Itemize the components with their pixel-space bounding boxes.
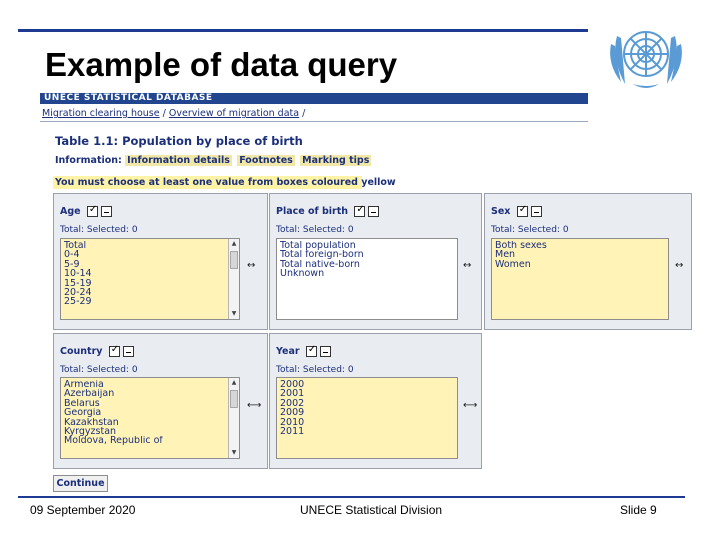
breadcrumb [42, 108, 305, 119]
breadcrumb-divider [40, 121, 588, 122]
scroll-up-arrow-icon[interactable]: ▲ [231, 379, 237, 386]
breadcrumb-link-overview[interactable]: Overview of migration data [168, 108, 300, 119]
list-option[interactable]: 20-24 [64, 287, 92, 298]
list-option[interactable]: 2011 [280, 426, 305, 437]
panel-label-age: Age ✓ [60, 206, 115, 217]
selection-count: Total: Selected: 0 [276, 225, 354, 235]
panel-label-country: Country ✓ [60, 346, 137, 357]
title-top-rule [18, 29, 588, 32]
year-listbox[interactable] [276, 377, 458, 459]
resize-horizontal-icon[interactable]: ↔ [463, 260, 472, 271]
list-option[interactable]: Men [495, 250, 516, 260]
marking-tips-link[interactable]: Marking tips [302, 155, 370, 166]
list-option[interactable]: Armenia [64, 380, 104, 390]
deselect-all-icon[interactable] [531, 206, 542, 217]
breadcrumb-link-clearing-house[interactable]: Migration clearing house [42, 108, 160, 119]
deselect-all-icon[interactable] [368, 206, 379, 217]
country-listbox[interactable] [60, 377, 240, 459]
information-label: Information: [55, 155, 122, 166]
select-all-icon[interactable] [87, 206, 98, 217]
resize-horizontal-icon[interactable]: ⟷ [247, 400, 262, 411]
select-all-icon[interactable] [517, 206, 528, 217]
selection-count: Total: Selected: 0 [276, 365, 354, 375]
table-title: Table 1.1: Population by place of birth [55, 134, 303, 148]
un-emblem-logo [603, 14, 689, 96]
scroll-up-arrow-icon[interactable]: ▲ [231, 240, 237, 247]
list-option[interactable]: 15-19 [64, 278, 92, 288]
list-option[interactable]: Georgia [64, 408, 102, 418]
footer-organization: UNECE Statistical Division [300, 503, 443, 517]
footer-date: 09 September 2020 [30, 503, 136, 517]
resize-horizontal-icon[interactable]: ↔ [247, 260, 256, 271]
panel-label-sex: Sex ✓ [491, 206, 545, 217]
list-option[interactable]: Belarus [64, 398, 100, 409]
selection-count: Total: Selected: 0 [491, 225, 569, 235]
list-option[interactable]: Unknown [280, 269, 325, 279]
panel-label-year: Year ✓ [276, 346, 334, 357]
panel-place-of-birth [269, 193, 482, 330]
footer-rule [18, 496, 685, 498]
resize-horizontal-icon[interactable]: ↔ [675, 260, 684, 271]
list-option[interactable]: 10-14 [64, 269, 92, 279]
information-details-link[interactable]: Information details [127, 155, 230, 166]
sex-listbox[interactable] [491, 238, 669, 320]
list-option[interactable]: Women [495, 259, 531, 270]
breadcrumb-separator: / [162, 108, 169, 119]
deselect-all-icon[interactable] [101, 206, 112, 217]
selection-count: Total: Selected: 0 [60, 225, 138, 235]
listbox-scrollbar[interactable] [228, 239, 239, 319]
required-selection-notice: You must choose at least one value from boxes coloured yellow [55, 177, 396, 188]
list-option[interactable]: Moldova, Republic of [64, 436, 163, 446]
scroll-thumb[interactable] [230, 251, 238, 269]
deselect-all-icon[interactable] [320, 346, 331, 357]
list-option[interactable]: Total [64, 241, 87, 251]
scroll-thumb[interactable] [230, 390, 238, 408]
deselect-all-icon[interactable] [123, 346, 134, 357]
list-option[interactable]: Kyrgyzstan [64, 426, 117, 437]
select-all-icon[interactable] [109, 346, 120, 357]
select-all-icon[interactable] [354, 206, 365, 217]
panel-label-place-of-birth: Place of birth ✓ [276, 206, 382, 217]
footnotes-link[interactable]: Footnotes [239, 155, 293, 166]
list-option[interactable]: Kazakhstan [64, 417, 119, 427]
place-of-birth-listbox[interactable] [276, 238, 458, 320]
list-option[interactable]: 2010 [280, 417, 305, 427]
slide-title: Example of data query [45, 46, 398, 83]
age-listbox[interactable] [60, 238, 240, 320]
scroll-down-arrow-icon[interactable]: ▼ [231, 449, 237, 456]
list-option[interactable]: Total foreign-born [280, 250, 364, 260]
scroll-down-arrow-icon[interactable]: ▼ [231, 310, 237, 317]
list-option[interactable]: 2001 [280, 389, 305, 399]
panel-age [53, 193, 268, 330]
select-all-icon[interactable] [306, 346, 317, 357]
panel-year [269, 333, 482, 469]
list-option[interactable]: Total native-born [280, 259, 360, 270]
listbox-scrollbar[interactable] [228, 378, 239, 458]
continue-button[interactable]: Continue [53, 475, 108, 492]
list-option[interactable]: 2002 [280, 398, 305, 409]
list-option[interactable]: Azerbaijan [64, 389, 115, 399]
panel-country [53, 333, 268, 469]
list-option[interactable]: 0-4 [64, 250, 80, 260]
breadcrumb-separator: / [302, 108, 306, 119]
information-line [55, 155, 373, 166]
selection-count: Total: Selected: 0 [60, 365, 138, 375]
list-option[interactable]: Both sexes [495, 241, 547, 251]
panel-sex [484, 193, 692, 330]
slide-number: Slide 9 [620, 503, 657, 517]
resize-horizontal-icon[interactable]: ⟷ [463, 400, 478, 411]
list-option[interactable]: 25-29 [64, 297, 92, 307]
list-option[interactable]: Total population [280, 241, 356, 251]
database-header-bar: UNECE STATISTICAL DATABASE [40, 93, 588, 104]
list-option[interactable]: 5-9 [64, 259, 80, 270]
list-option[interactable]: 2009 [280, 408, 305, 418]
list-option[interactable]: 2000 [280, 380, 305, 390]
